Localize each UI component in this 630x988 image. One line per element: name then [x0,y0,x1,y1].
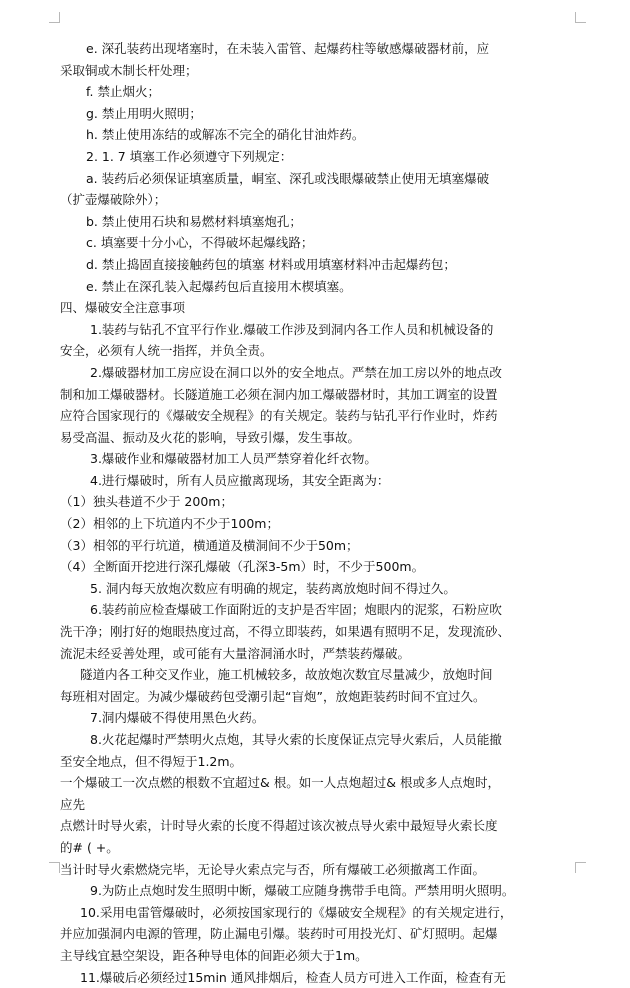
text-line: 每班相对固定。为减少爆破药包受潮引起“盲炮”，放炮距装药时间不宜过久。 [60,688,486,704]
text-line: 6.装药前应检查爆破工作面附近的支护是否牢固；炮眼内的泥浆，石粉应吹 [90,602,502,618]
text-line: 的# ( +。 [60,839,119,855]
text-line: e. 禁止在深孔装入起爆药包后直接用木楔填塞。 [86,278,352,294]
text-line: 7.洞内爆破不得使用黑色火药。 [90,710,265,726]
text-line: 4.进行爆破时，所有人员应撤离现场，其安全距离为： [90,472,390,488]
text-line: 易受高温、振动及火花的影响，导致引爆，发生事故。 [60,429,361,445]
text-line: 四、爆破安全注意事项 [60,300,186,316]
text-line: （扩壶爆破除外）； [60,192,167,208]
text-line: 2. 1. 7 填塞工作必须遵守下列规定： [86,148,293,164]
text-line: 5. 洞内每天放炮次数应有明确的规定，装药离放炮时间不得过久。 [90,580,456,596]
text-line: g. 禁止用明火照明； [86,105,202,121]
text-line: h. 禁止使用冻结的或解冻不完全的硝化甘油炸药。 [86,127,365,143]
text-line: 8.火花起爆时严禁明火点炮，其导火索的长度保证点完导火索后，人员能撤 [90,732,502,747]
text-line: a. 装药后必须保证填塞质量，峒室、深孔或浅眼爆破禁止使用无填塞爆破 [86,170,490,186]
text-line: 制和加工爆破器材。长隧道施工必须在洞内加工爆破器材时，其加工调室的设置 [60,386,498,402]
text-line: e. 深孔装药出现堵塞时，在未装入雷管、起爆药柱等敏感爆破器材前，应 [86,41,490,56]
text-line: （2）相邻的上下坑道内不少于100m； [60,516,279,532]
text-line: 2.爆破器材加工房应设在洞口以外的安全地点。严禁在加工房以外的地点改 [90,364,502,380]
crop-mark-bottom-right [575,862,586,873]
text-line: （3）相邻的平行坑道，横通道及横洞间不少于50m； [60,537,359,553]
text-line: 10.采用电雷管爆破时，必须按国家现行的《爆破安全规程》的有关规定进行， [80,904,513,920]
text-line: 洗干净；刚打好的炮眼热度过高，不得立即装药，如果遇有照明不足，发现流砂、 [60,624,511,640]
text-line: 安全，必须有人统一指挥，并负全责。 [60,343,273,359]
text-line: 采取铜或木制长杆处理； [60,62,198,78]
text-line: 1.装药与钻孔不宜平行作业.爆破工作涉及到洞内各工作人员和机械设备的 [90,321,494,337]
text-line: （4）全断面开挖进行深孔爆破（孔深3-5m）时，不少于500m。 [60,559,425,575]
text-line: 当计时导火索燃烧完毕，无论导火索点完与否，所有爆破工必须撤离工作面。 [60,861,486,877]
text-line: 至安全地点，但不得短于1.2m。 [60,753,243,769]
text-line: 应先 [60,796,86,812]
text-line: 流泥未经妥善处理，或可能有大量溶洞涌水时，严禁装药爆破。 [60,645,411,661]
text-line: 一个爆破工一次点燃的根数不宜超过& 根。如一人点炮超过& 根或多人点炮时， [60,775,500,791]
text-line: 隧道内各工种交叉作业，施工机械较多，故放炮次数宜尽量减少，放炮时间 [80,667,493,683]
text-line: 并应加强洞内电源的管理，防止漏电引爆。装药时可用投光灯、矿灯照明。起爆 [60,926,498,942]
crop-mark-top-left [49,12,60,23]
text-line: f. 禁止烟火； [86,84,160,100]
text-line: b. 禁止使用石块和易燃材料填塞炮孔； [86,213,302,229]
text-line: 3.爆破作业和爆破器材加工人员严禁穿着化纤衣物。 [90,451,377,467]
text-line: 应符合国家现行的《爆破安全规程》的有关规定。装药与钻孔平行作业时，炸药 [60,408,498,424]
crop-mark-bottom-left [49,862,60,873]
document-body [60,38,568,988]
text-line: c. 填塞要十分小心，不得破坏起爆线路； [86,235,314,251]
text-line: （1）独头巷道不少于 200m； [60,494,233,510]
text-line: 主导线宜悬空架设，距各种导电体的间距必须大于1m。 [60,947,368,963]
text-line: d. 禁止捣固直接接触药包的填塞 材料或用填塞材料冲击起爆药包； [86,256,456,272]
text-line: 11.爆破后必须经过15min 通风排烟后，检查人员方可进入工作面，检查有无 [80,969,506,985]
text-line: 9.为防止点炮时发生照明中断，爆破工应随身携带手电筒。严禁用明火照明。 [90,883,515,899]
text-line: 点燃计时导火索，计时导火索的长度不得超过该次被点导火索中最短导火索长度 [60,818,498,834]
crop-mark-top-right [575,12,586,23]
